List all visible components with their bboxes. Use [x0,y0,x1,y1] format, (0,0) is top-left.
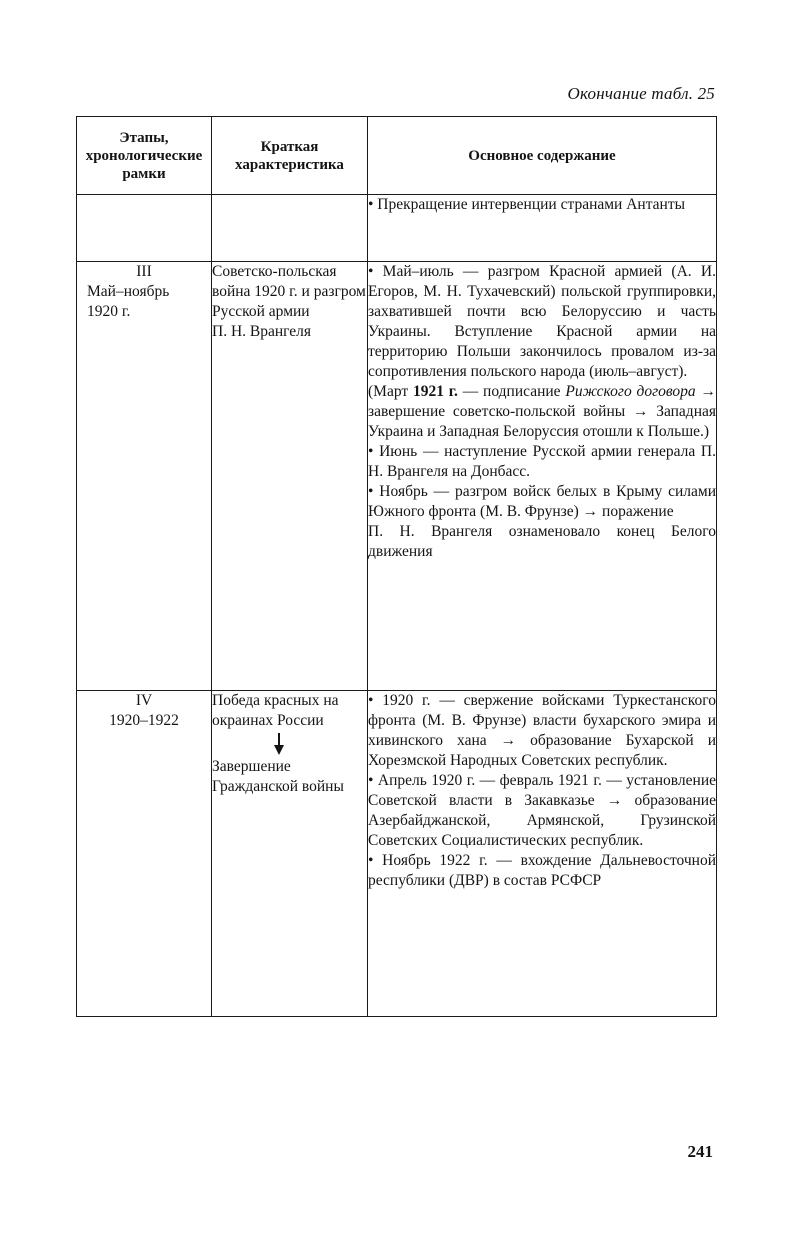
table-row [77,262,717,691]
stages-table [76,116,717,1017]
content-item-treaty [368,382,716,442]
page-number: 241 [687,1142,713,1161]
treaty-suffix: → завершение советско-польской войны → Западная Украина и Западная Белоруссия отошли к Польше.) [368,383,716,440]
content-item: • 1920 г. — свержение войсками Туркестанского фронта (М. В. Фрунзе) власти бухарского эмира и хивинского хана → образование Бухарской и Хорезмской Народных Советских республик. [368,692,716,769]
cell-stage [77,262,212,691]
characteristic-text: Победа красных на окраинах России [212,692,339,729]
content-item: • Июнь — наступление Русской армии генерала П. Н. Врангеля на Донбасс. [368,443,716,480]
cell-characteristic [212,691,368,1017]
stage-roman: III [136,263,152,280]
table-header-row [77,117,717,195]
treaty-year: 1921 г. [412,383,458,400]
cell-stage-empty [77,195,212,262]
stage-dates: 1920–1922 [109,712,179,729]
characteristic-text: Советско-польская война 1920 г. и разгром Русской армии [212,263,366,320]
content-item: • Ноябрь 1922 г. — вхождение Дальневосточной республики (ДВР) в состав РСФСР [368,852,716,889]
content-item: П. Н. Врангеля ознаменовало конец Белого движения [368,523,716,560]
arrow-down-icon [272,731,286,757]
stage-year: 1920 г. [87,303,131,320]
cell-stage [77,691,212,1017]
cell-characteristic [212,262,368,691]
header-characteristic: Краткая характеристика [212,117,368,195]
characteristic-text-2: П. Н. Врангеля [212,323,312,340]
cell-content [368,262,717,691]
table-caption: Окончание табл. 25 [567,84,715,103]
stage-roman: IV [135,692,153,709]
header-content: Основное содержание [368,117,717,195]
cell-content [368,691,717,1017]
treaty-prefix: (Март [368,383,413,400]
treaty-name: Рижского договора [565,383,696,400]
cell-characteristic-empty [212,195,368,262]
cell-content [368,195,717,262]
content-item: • Апрель 1920 г. — февраль 1921 г. — установление Советской власти в Закавказье → образование Азербайджанской, Армянской, Грузинской Советских Социалистических республик. [368,772,716,849]
table-row [77,691,717,1017]
content-item: • Прекращение интервенции странами Антанты [368,196,686,213]
characteristic-text-2: Завершение Гражданской войны [212,758,344,795]
content-item: • Май–июль — разгром Красной армией (А. И. Егоров, М. Н. Тухачевский) польской группировки, захватившей почти всю Белоруссию и часть Украины. Вступление Красной армии на территорию Польши закончилось провалом из-за сопротивления польского народа (июль–август). [368,263,716,380]
treaty-mid: — подписание [457,383,566,400]
content-item: • Ноябрь — разгром войск белых в Крыму силами Южного фронта (М. В. Фрунзе) → поражение [368,483,716,520]
stage-dates: Май–ноябрь [87,283,170,300]
table-row [77,195,717,262]
header-stages: Этапы, хронологические рамки [77,117,212,195]
